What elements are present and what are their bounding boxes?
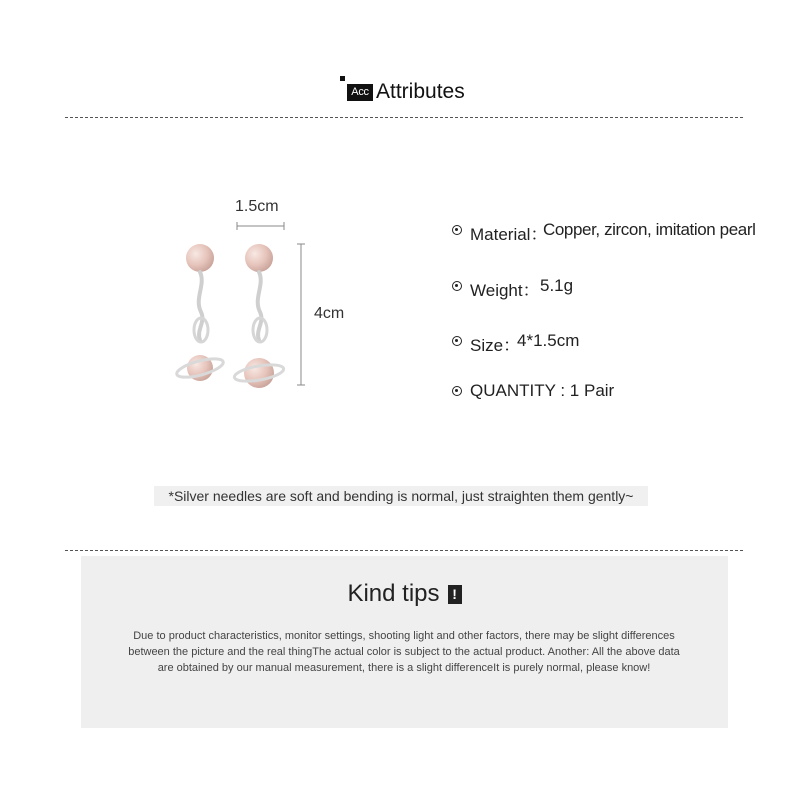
kind-tips-text: Due to product characteristics, monitor settings, shooting light and other factors, there may be slight differences between the picture and the real thingThe actual color is subject to the actual product. Another: All the above data are obtained by our manual measurement, there is a slight differenceIt is purely normal, please know!	[128, 630, 680, 674]
kind-tips-title-text: Kind tips	[347, 580, 440, 607]
spec-value: Copper, zircon, imitation pearl	[543, 220, 756, 239]
bullet-icon	[452, 225, 462, 235]
header-dot	[340, 76, 345, 81]
bullet-icon	[452, 386, 462, 396]
width-dimension-line	[237, 222, 284, 230]
spec-value: 4*1.5cm	[517, 331, 580, 350]
spec-value: 5.1g	[540, 276, 574, 295]
spec-label: Material：	[470, 225, 548, 244]
width-label: 1.5cm	[235, 198, 279, 215]
left-earring	[175, 244, 225, 381]
right-earring	[233, 244, 285, 388]
length-dimension-line	[297, 244, 305, 385]
length-label: 4cm	[314, 305, 345, 322]
header-badge: Acc	[347, 84, 373, 101]
care-note: *Silver needles are soft and bending is normal, just straighten them gently~	[154, 486, 648, 506]
section-title: Attributes	[376, 80, 465, 103]
spec-label: Weight：	[470, 281, 540, 300]
divider-middle	[65, 550, 743, 551]
bullet-icon	[452, 281, 462, 291]
exclamation-icon: !	[448, 585, 462, 604]
spec-label: QUANTITY : 1 Pair	[470, 381, 615, 400]
kind-tips-panel	[81, 556, 728, 728]
earrings-image	[170, 190, 370, 410]
spec-label: Size：	[470, 336, 521, 355]
spec-list	[452, 0, 792, 420]
bullet-icon	[452, 336, 462, 346]
kind-tips-title	[81, 580, 728, 608]
